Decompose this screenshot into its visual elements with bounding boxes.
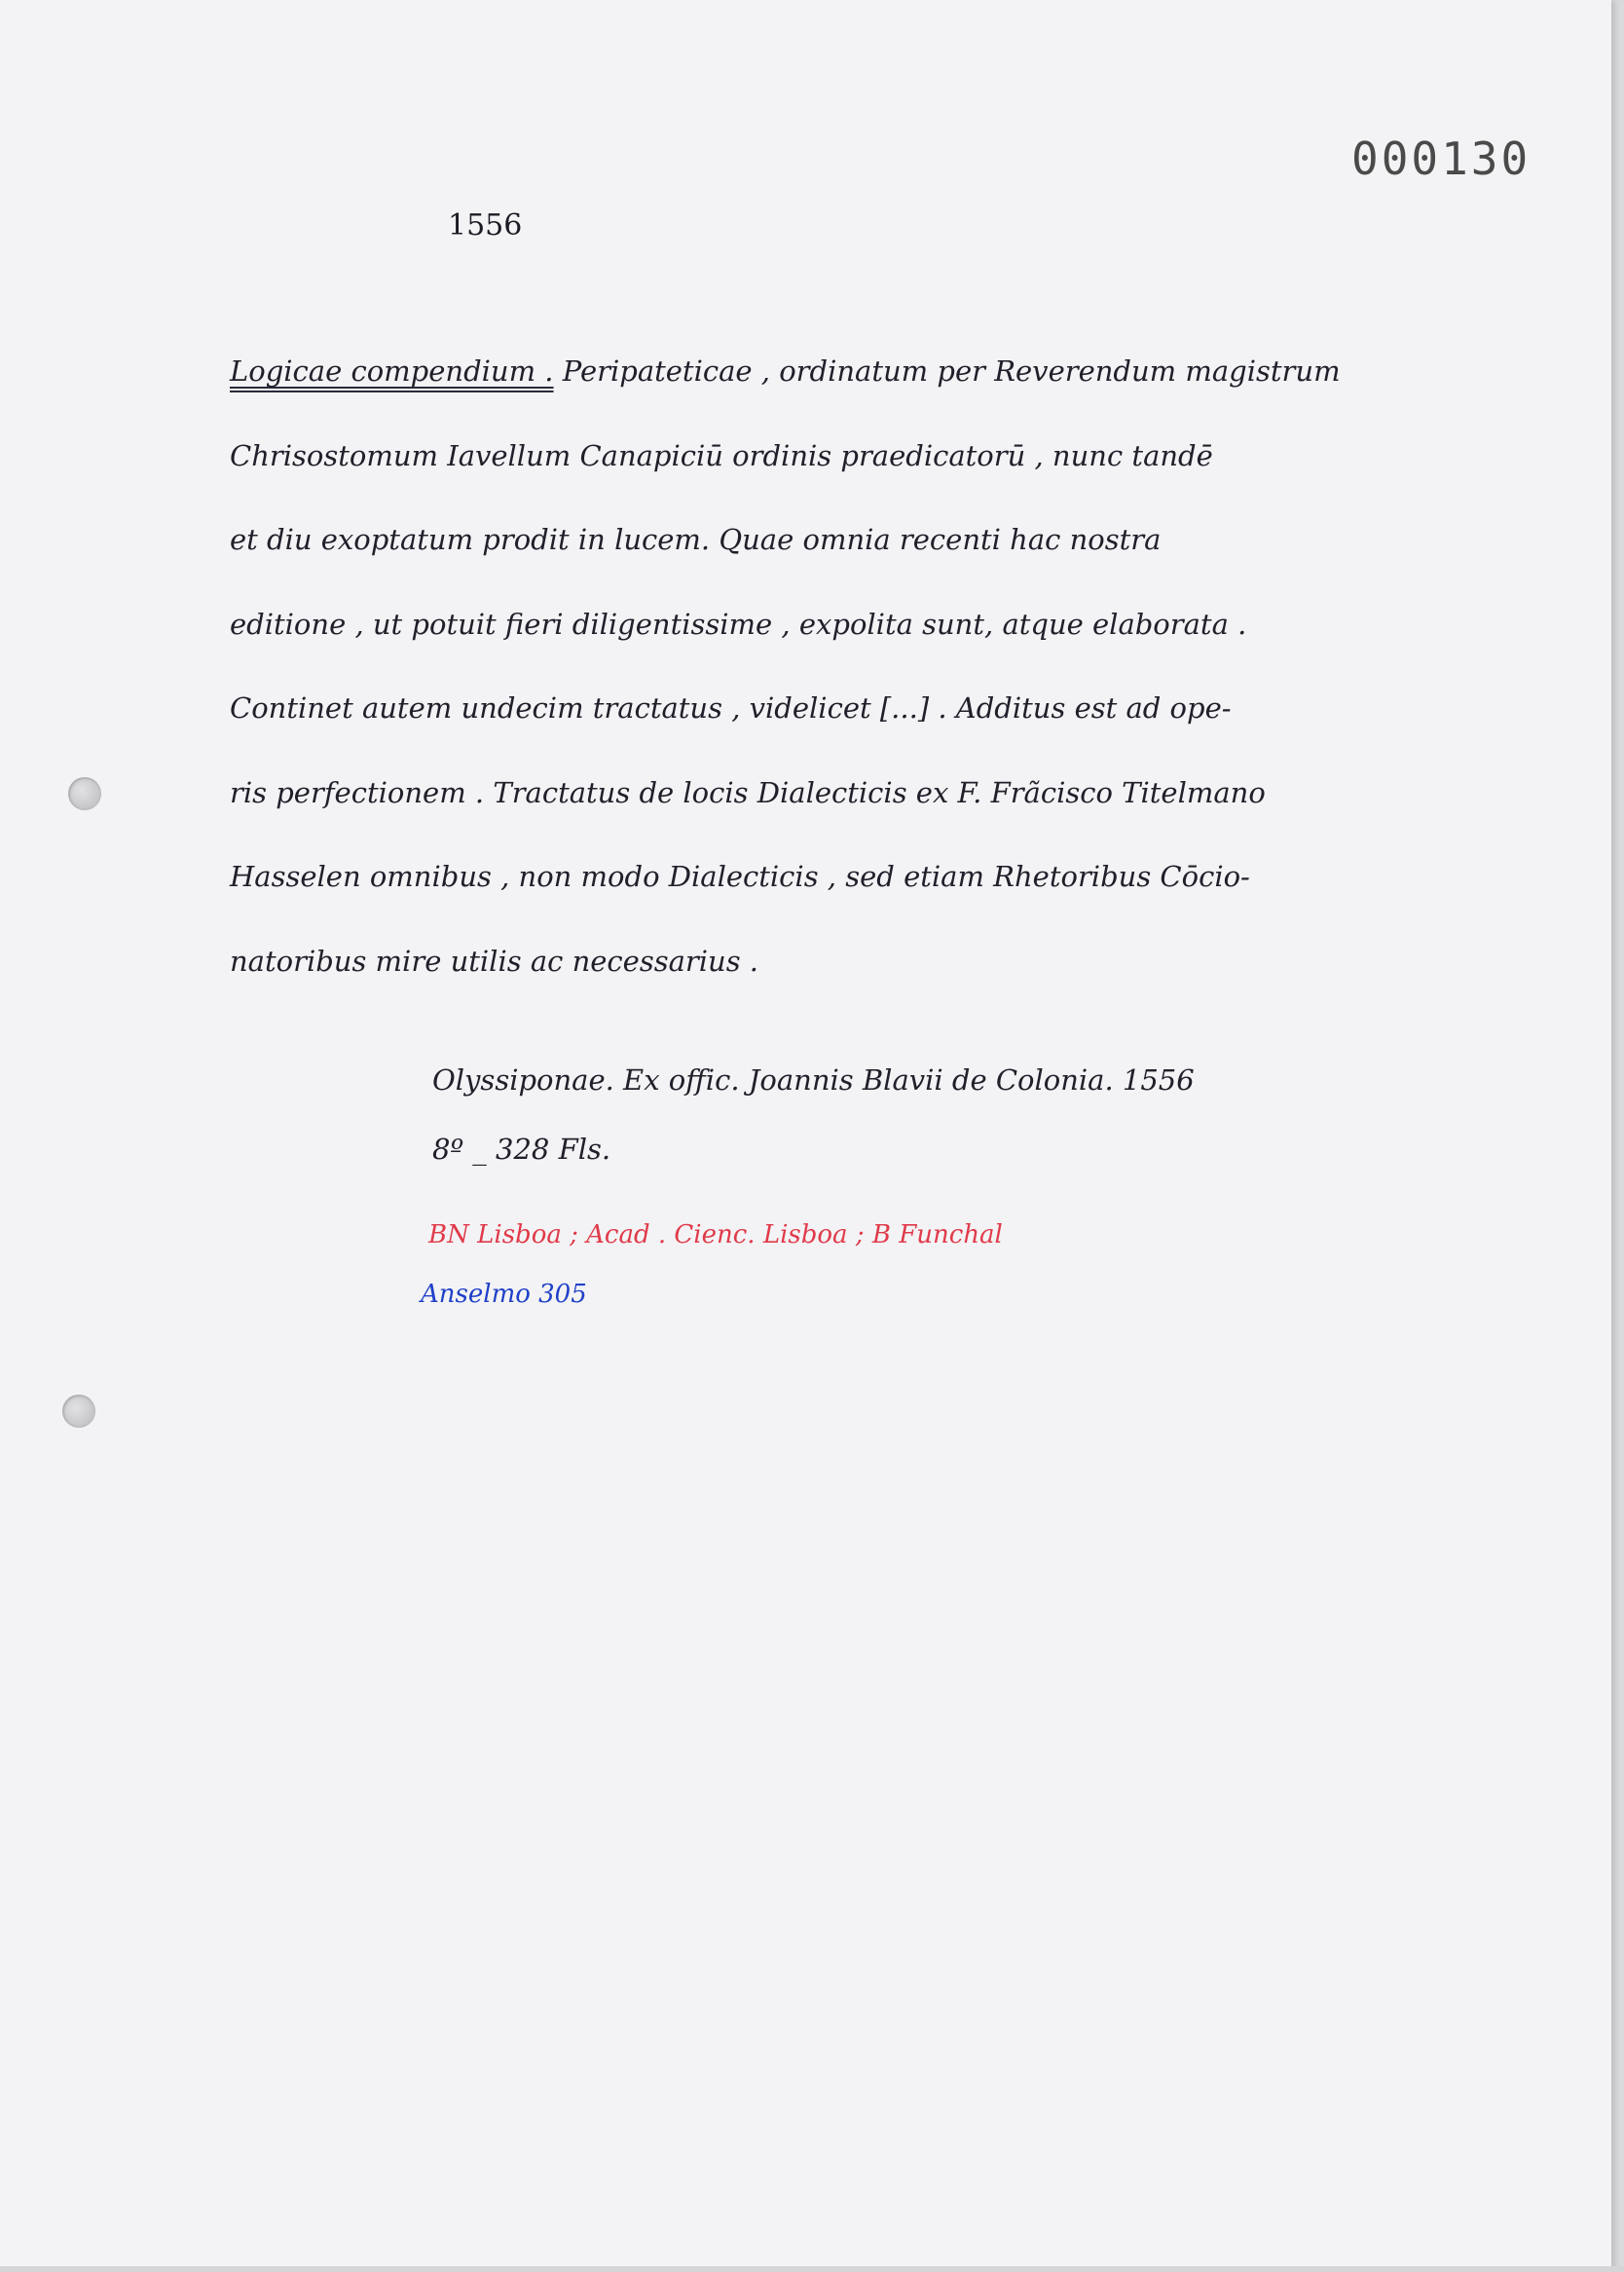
publication-year: 1556 bbox=[448, 208, 523, 242]
description-line: Logicae compendium . Peripateticae , ordinatum per Reverendum magistrum bbox=[230, 354, 1341, 388]
format-line: 8º _ 328 Fls. bbox=[432, 1133, 611, 1166]
description-line: et diu exoptatum prodit in lucem. Quae omnia recenti hac nostra bbox=[230, 523, 1162, 556]
description-line: editione , ut potuit fieri diligentissime , expolita sunt, atque elaborata . bbox=[230, 607, 1247, 641]
description-line: natoribus mire utilis ac necessarius . bbox=[230, 944, 759, 978]
description-line: ris perfectionem . Tractatus de locis Dialecticis ex F. Frãcisco Titelmano bbox=[230, 775, 1266, 809]
scan-bottom-edge bbox=[0, 2266, 1624, 2272]
imprint-block bbox=[432, 1046, 1195, 1184]
stamp-number: 000130 bbox=[1351, 132, 1532, 185]
imprint-line: Olyssiponae. Ex offic. Joannis Blavii de Colonia. 1556 bbox=[432, 1063, 1195, 1097]
description-line: Chrisostomum Iavellum Canapiciū ordinis praedicatorū , nunc tandē bbox=[230, 438, 1213, 472]
reference-note: Anselmo 305 bbox=[421, 1280, 587, 1309]
punch-hole bbox=[62, 1395, 95, 1428]
punch-hole bbox=[68, 777, 101, 810]
bibliographic-description bbox=[230, 329, 1447, 1003]
description-line: Hasselen omnibus , non modo Dialecticis , sed etiam Rhetoribus Cōcio- bbox=[230, 860, 1250, 893]
description-line: Continet autem undecim tractatus , videlicet [...] . Additus est ad ope- bbox=[230, 691, 1232, 725]
holdings-note: BN Lisboa ; Acad . Cienc. Lisboa ; B Funchal bbox=[428, 1220, 1003, 1249]
work-title: Logicae compendium . bbox=[230, 354, 554, 388]
